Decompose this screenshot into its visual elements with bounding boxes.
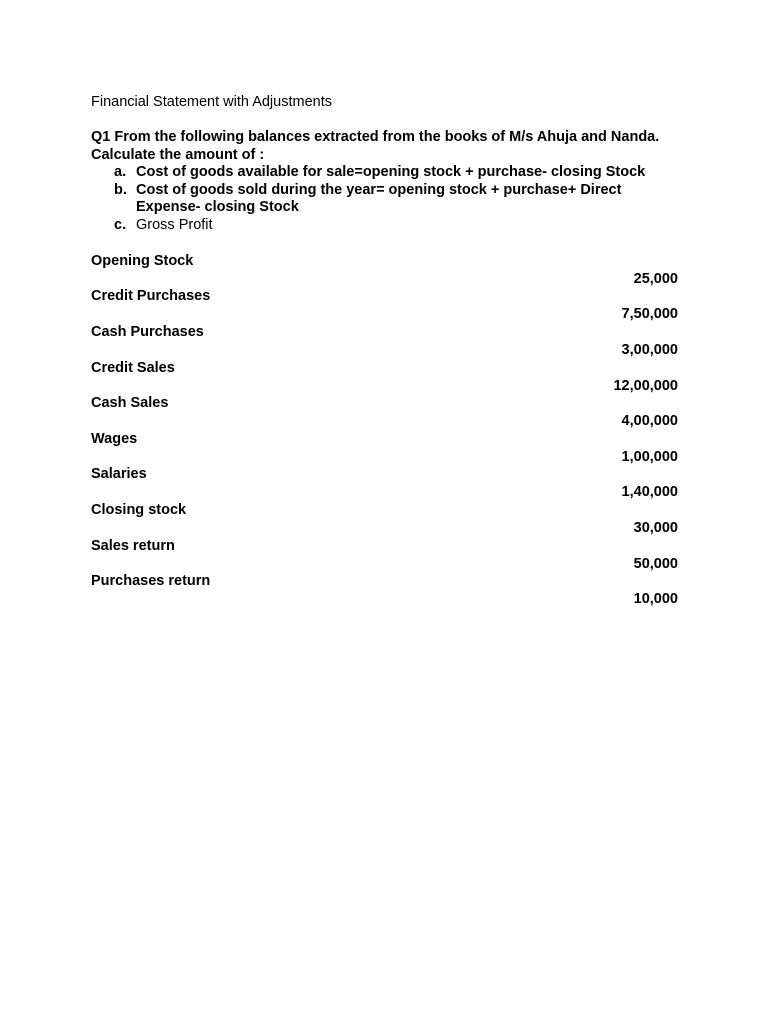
balance-row (91, 501, 678, 537)
subitem-marker: a. (114, 164, 127, 180)
balance-row (91, 465, 678, 501)
balance-amount: 1,40,000 (621, 484, 678, 501)
balance-amount: 50,000 (633, 555, 678, 572)
question-subitems (91, 164, 678, 235)
balance-label: Purchases return (91, 573, 211, 590)
balance-label: Credit Purchases (91, 288, 211, 305)
balance-amount: 30,000 (633, 519, 678, 536)
balance-label: Closing stock (91, 501, 187, 518)
balance-amount: 10,000 (633, 591, 678, 608)
balance-row (91, 359, 678, 395)
question-text: Q1 From the following balances extracted from the books of M/s Ahuja and Nanda. Calculate the amount of : (91, 129, 660, 163)
balance-amount: 7,50,000 (621, 306, 678, 323)
subitem-a (91, 164, 678, 182)
balance-amount: 25,000 (633, 270, 678, 287)
balance-amount: 4,00,000 (621, 413, 678, 430)
balance-label: Cash Purchases (91, 324, 204, 340)
balance-row (91, 394, 678, 430)
subitem-marker: b. (114, 181, 127, 198)
balance-row (91, 430, 678, 466)
balance-label: Wages (91, 430, 138, 447)
balances-list (91, 252, 678, 608)
subitem-text: Cost of goods sold during the year= opening stock + purchase+ Direct Expense- closing Stock (136, 181, 622, 216)
balance-amount: 1,00,000 (621, 448, 678, 465)
document-title: Financial Statement with Adjustments (91, 94, 332, 110)
balance-row (91, 252, 678, 288)
document-page (91, 93, 678, 608)
balance-row (91, 287, 678, 323)
balance-label: Opening Stock (91, 252, 194, 269)
balance-label: Credit Sales (91, 359, 175, 376)
balance-label: Sales return (91, 537, 175, 554)
subitem-text: Gross Profit (136, 217, 213, 234)
balance-label: Salaries (91, 466, 147, 483)
balance-label: Cash Sales (91, 395, 169, 412)
balance-amount: 3,00,000 (621, 342, 678, 358)
subitem-c (91, 217, 678, 235)
subitem-text: Cost of goods available for sale=opening stock + purchase- closing Stock (136, 164, 646, 180)
subitem-b (91, 182, 678, 217)
balance-row (91, 323, 678, 359)
balance-amount: 12,00,000 (613, 377, 678, 394)
balance-row (91, 572, 678, 608)
balance-row (91, 537, 678, 573)
subitem-marker: c. (114, 217, 127, 234)
